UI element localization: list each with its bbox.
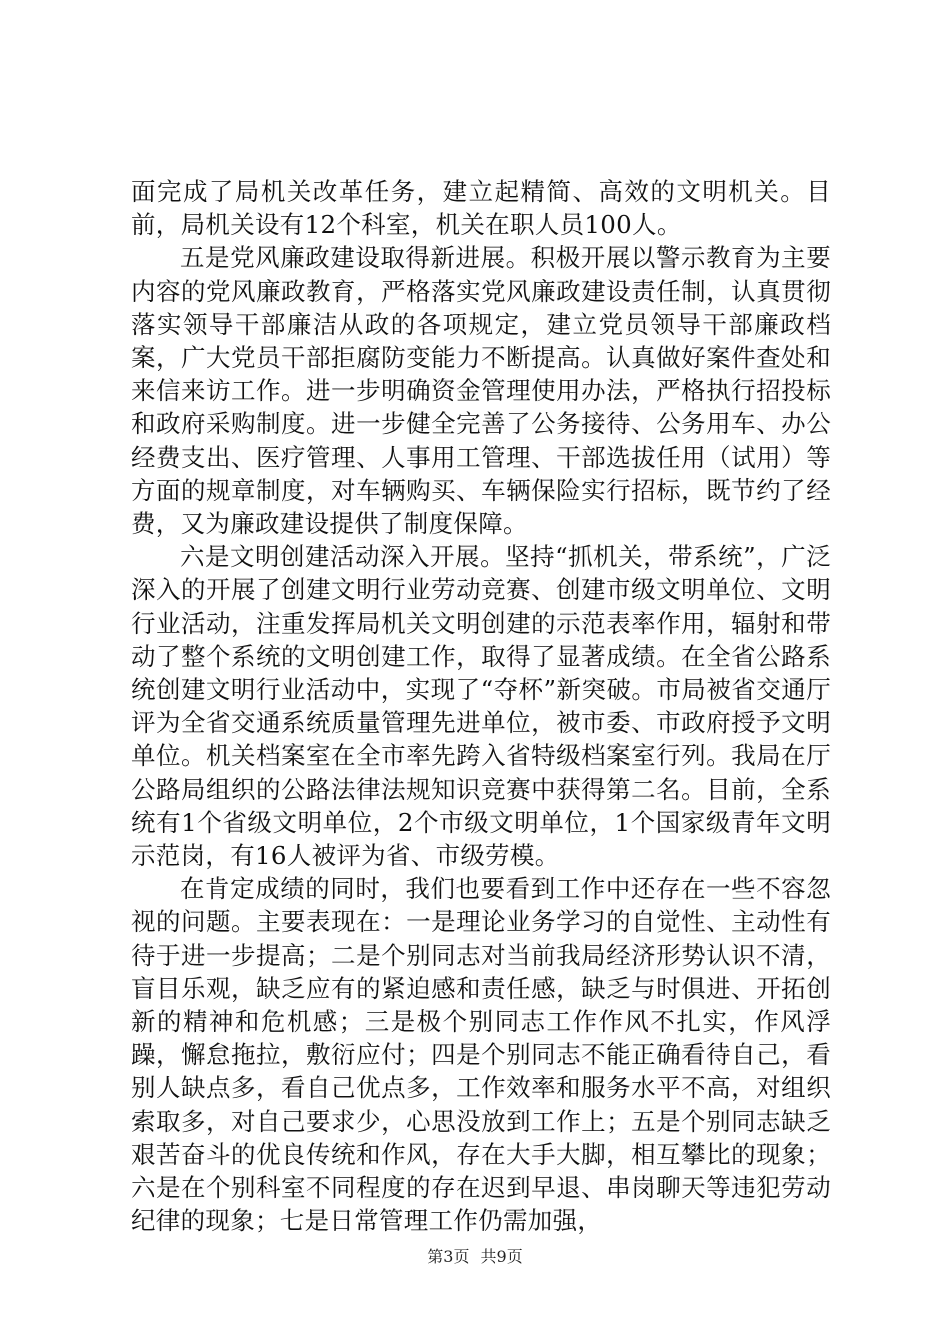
paragraph-continuation: 面完成了局机关改革任务，建立起精简、高效的文明机关。目前，局机关设有12个科室，机关在职人员100人。	[131, 177, 831, 240]
paragraph-party-conduct: 五是党风廉政建设取得新进展。积极开展以警示教育为主要内容的党风廉政教育，严格落实党风廉政建设责任制，认真贯彻落实领导干部廉洁从政的各项规定，建立党员领导干部廉政档案，广大党员干部拒腐防变能力不断提高。认真做好案件查处和来信来访工作。进一步明确资金管理使用办法，严格执行招投标和政府采购制度。进一步健全完善了公务接待、公务用车、办公经费支出、医疗管理、人事用工管理、干部选拔任用（试用）等方面的规章制度，对车辆购买、车辆保险实行招标，既节约了经费，又为廉政建设提供了制度保障。	[131, 243, 831, 539]
page-number: 第3页	[427, 1247, 470, 1266]
page-footer	[0, 1244, 950, 1267]
paragraph-civilization-building: 六是文明创建活动深入开展。坚持“抓机关，带系统”，广泛深入的开展了创建文明行业劳动竞赛、创建市级文明单位、文明行业活动，注重发挥局机关文明创建的示范表率作用，辐射和带动了整个系统的文明创建工作，取得了显著成绩。在全省公路系统创建文明行业活动中，实现了“夺杯”新突破。市局被省交通厅评为全省交通系统质量管理先进单位，被市委、市政府授予文明单位。机关档案室在全市率先跨入省特级档案室行列。我局在厅公路局组织的公路法律法规知识竞赛中获得第二名。目前，全系统有1个省级文明单位，2个市级文明单位，1个国家级青年文明示范岗，有16人被评为省、市级劳模。	[131, 542, 831, 871]
page-total: 共9页	[480, 1247, 523, 1266]
document-body	[131, 175, 831, 1238]
paragraph-existing-problems: 在肯定成绩的同时，我们也要看到工作中还存在一些不容忽视的问题。主要表现在：一是理论业务学习的自觉性、主动性有待于进一步提高；二是个别同志对当前我局经济形势认识不清，盲目乐观，缺乏应有的紧迫感和责任感，缺乏与时俱进、开拓创新的精神和危机感；三是极个别同志工作作风不扎实，作风浮躁，懈怠拖拉，敷衍应付；四是个别同志不能正确看待自己，看别人缺点多，看自己优点多，工作效率和服务水平不高，对组织索取多，对自己要求少，心思没放到工作上；五是个别同志缺乏艰苦奋斗的优良传统和作风，存在大手大脚，相互攀比的现象；六是在个别科室不同程度的存在迟到早退、串岗聊天等违犯劳动纪律的现象；七是日常管理工作仍需加强，	[131, 874, 831, 1236]
